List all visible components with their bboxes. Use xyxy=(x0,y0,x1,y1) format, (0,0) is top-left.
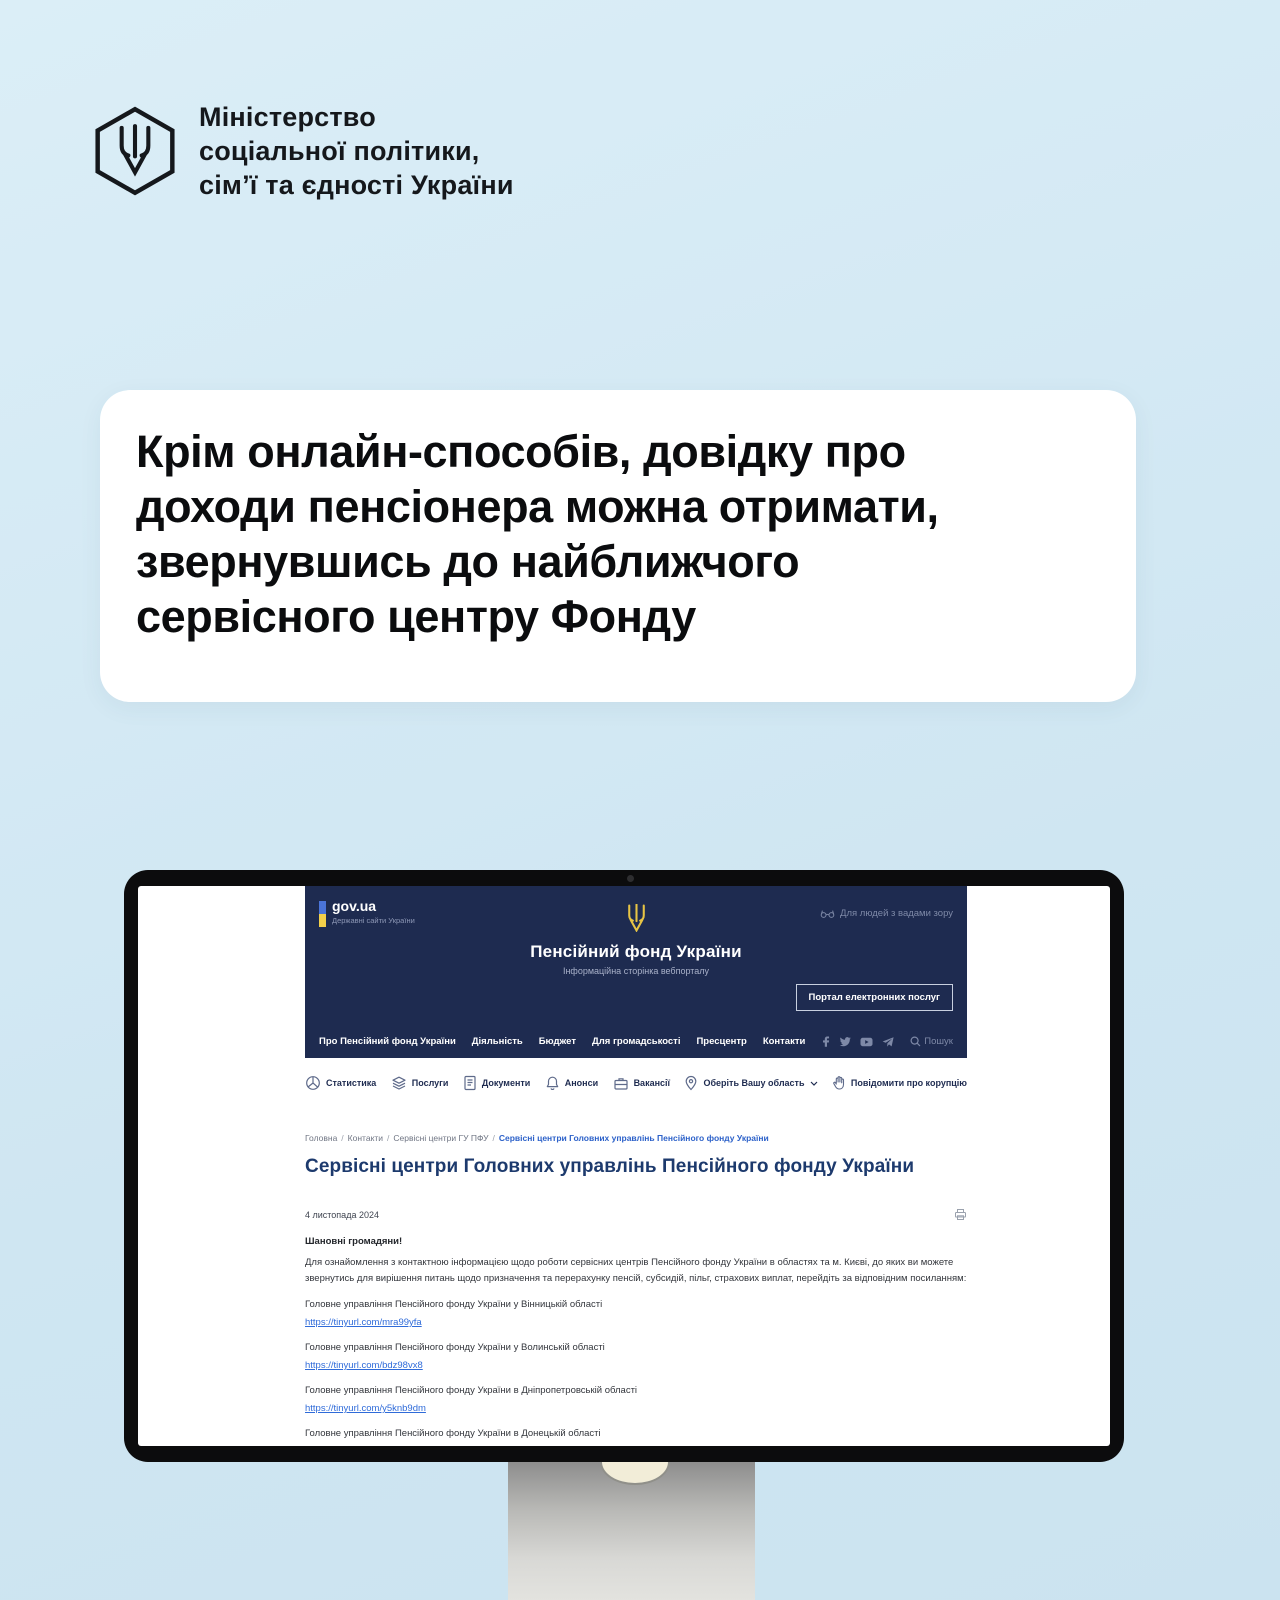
quicknav-region-select[interactable]: Оберіть Вашу область xyxy=(684,1075,817,1091)
quick-nav xyxy=(305,1058,967,1108)
breadcrumb-service-centers[interactable]: Сервісні центри ГУ ПФУ xyxy=(393,1133,489,1143)
pie-chart-icon xyxy=(305,1075,321,1091)
region-label: Головне управління Пенсійного фонду України у Вінницькій області xyxy=(305,1299,603,1310)
search-icon xyxy=(910,1036,921,1047)
quicknav-statistics[interactable]: Статистика xyxy=(305,1075,376,1091)
nav-contacts[interactable]: Контакти xyxy=(762,1036,806,1047)
list-item xyxy=(305,1384,967,1416)
region-link[interactable]: https://tinyurl.com/bdz98vx8 xyxy=(305,1360,423,1371)
headline-text: Крім онлайн-способів, довідку про доходи пенсіонера можна отримати, звернувшись до найближчого сервісного центру Фонду xyxy=(136,426,939,642)
quicknav-announcements[interactable]: Анонси xyxy=(545,1075,598,1091)
quicknav-vacancies[interactable]: Вакансії xyxy=(613,1076,671,1091)
stand-highlight xyxy=(600,1462,670,1485)
site-header xyxy=(305,886,967,1058)
ministry-logo-block xyxy=(95,100,514,202)
greeting-text: Шановні громадяни! xyxy=(305,1236,403,1247)
search-button[interactable]: Пошук xyxy=(910,1036,953,1047)
breadcrumb-home[interactable]: Головна xyxy=(305,1133,338,1143)
chevron-down-icon xyxy=(810,1081,818,1086)
govua-subtitle: Державні сайти України xyxy=(332,916,415,925)
trident-in-hexagon-icon xyxy=(95,106,175,196)
briefcase-icon xyxy=(613,1076,629,1091)
accessibility-toggle[interactable]: Для людей з вадами зору xyxy=(820,899,953,927)
region-link[interactable]: https://tinyurl.com/y5knb9dm xyxy=(305,1403,426,1414)
list-item xyxy=(305,1341,967,1373)
quicknav-documents[interactable]: Документи xyxy=(463,1075,530,1091)
twitter-icon[interactable] xyxy=(839,1037,851,1047)
site-subtitle: Інформаційна сторінка вебпорталу xyxy=(562,966,710,976)
nav-budget[interactable]: Бюджет xyxy=(538,1036,576,1047)
region-label: Головне управління Пенсійного фонду України в Дніпропетровській області xyxy=(305,1385,638,1396)
telegram-icon[interactable] xyxy=(882,1037,894,1047)
nav-about[interactable]: Про Пенсійний фонд України xyxy=(319,1036,456,1047)
publish-date: 4 листопада 2024 xyxy=(305,1209,379,1220)
hand-icon xyxy=(832,1075,846,1091)
page-title: Сервісні центри Головних управлінь Пенсійного фонду України xyxy=(305,1156,915,1177)
quicknav-report-corruption[interactable]: Повідомити про корупцію xyxy=(832,1075,967,1091)
breadcrumb-current: Сервісні центри Головних управлінь Пенсійного фонду України xyxy=(498,1133,769,1143)
breadcrumb-contacts[interactable]: Контакти xyxy=(347,1133,384,1143)
list-item xyxy=(305,1298,967,1330)
nav-press[interactable]: Пресцентр xyxy=(696,1036,747,1047)
document-icon xyxy=(463,1075,477,1091)
list-item xyxy=(305,1427,967,1440)
breadcrumb: Головна / Контакти / Сервісні центри ГУ ПФУ / Сервісні центри Головних управлінь Пенсійного фонду України xyxy=(305,1133,769,1143)
headline-card xyxy=(100,390,1136,702)
monitor-stand xyxy=(508,1462,755,1600)
nav-activity[interactable]: Діяльність xyxy=(471,1036,523,1047)
govua-title: gov.ua xyxy=(332,898,377,914)
bell-icon xyxy=(545,1075,560,1091)
region-link[interactable]: https://tinyurl.com/mra99yfa xyxy=(305,1317,422,1328)
webpage xyxy=(305,886,967,1440)
facebook-icon[interactable] xyxy=(821,1036,830,1047)
monitor-frame xyxy=(124,870,1124,1462)
nav-public[interactable]: Для громадськості xyxy=(591,1036,681,1047)
webcam-icon xyxy=(627,875,634,882)
region-label: Головне управління Пенсійного фонду України в Донецькій області xyxy=(305,1428,601,1439)
map-pin-icon xyxy=(684,1075,698,1091)
site-title[interactable]: Пенсійний фонд України xyxy=(530,942,742,961)
site-brand xyxy=(305,904,967,976)
region-label: Головне управління Пенсійного фонду України у Волинській області xyxy=(305,1342,605,1353)
ministry-name: Міністерство соціальної політики, сім’ї та єдності України xyxy=(199,102,514,200)
youtube-icon[interactable] xyxy=(860,1037,873,1047)
layers-icon xyxy=(391,1075,407,1091)
trident-icon xyxy=(626,904,647,932)
quicknav-services[interactable]: Послуги xyxy=(391,1075,449,1091)
printer-icon[interactable] xyxy=(954,1208,967,1221)
main-nav xyxy=(319,1036,953,1047)
intro-paragraph: Для ознайомлення з контактною інформацією щодо роботи сервісних центрів Пенсійного фонду України в областях та м. Києві, до яких ви можете звернутись для вирішення питань щодо призначення та перерахунку пенсій, субсидій, пільг, страхових виплат, перейдіть за відповідним посиланням: xyxy=(305,1257,967,1284)
portal-services-button[interactable]: Портал електронних послуг xyxy=(796,984,954,1011)
monitor-screen xyxy=(138,886,1110,1446)
